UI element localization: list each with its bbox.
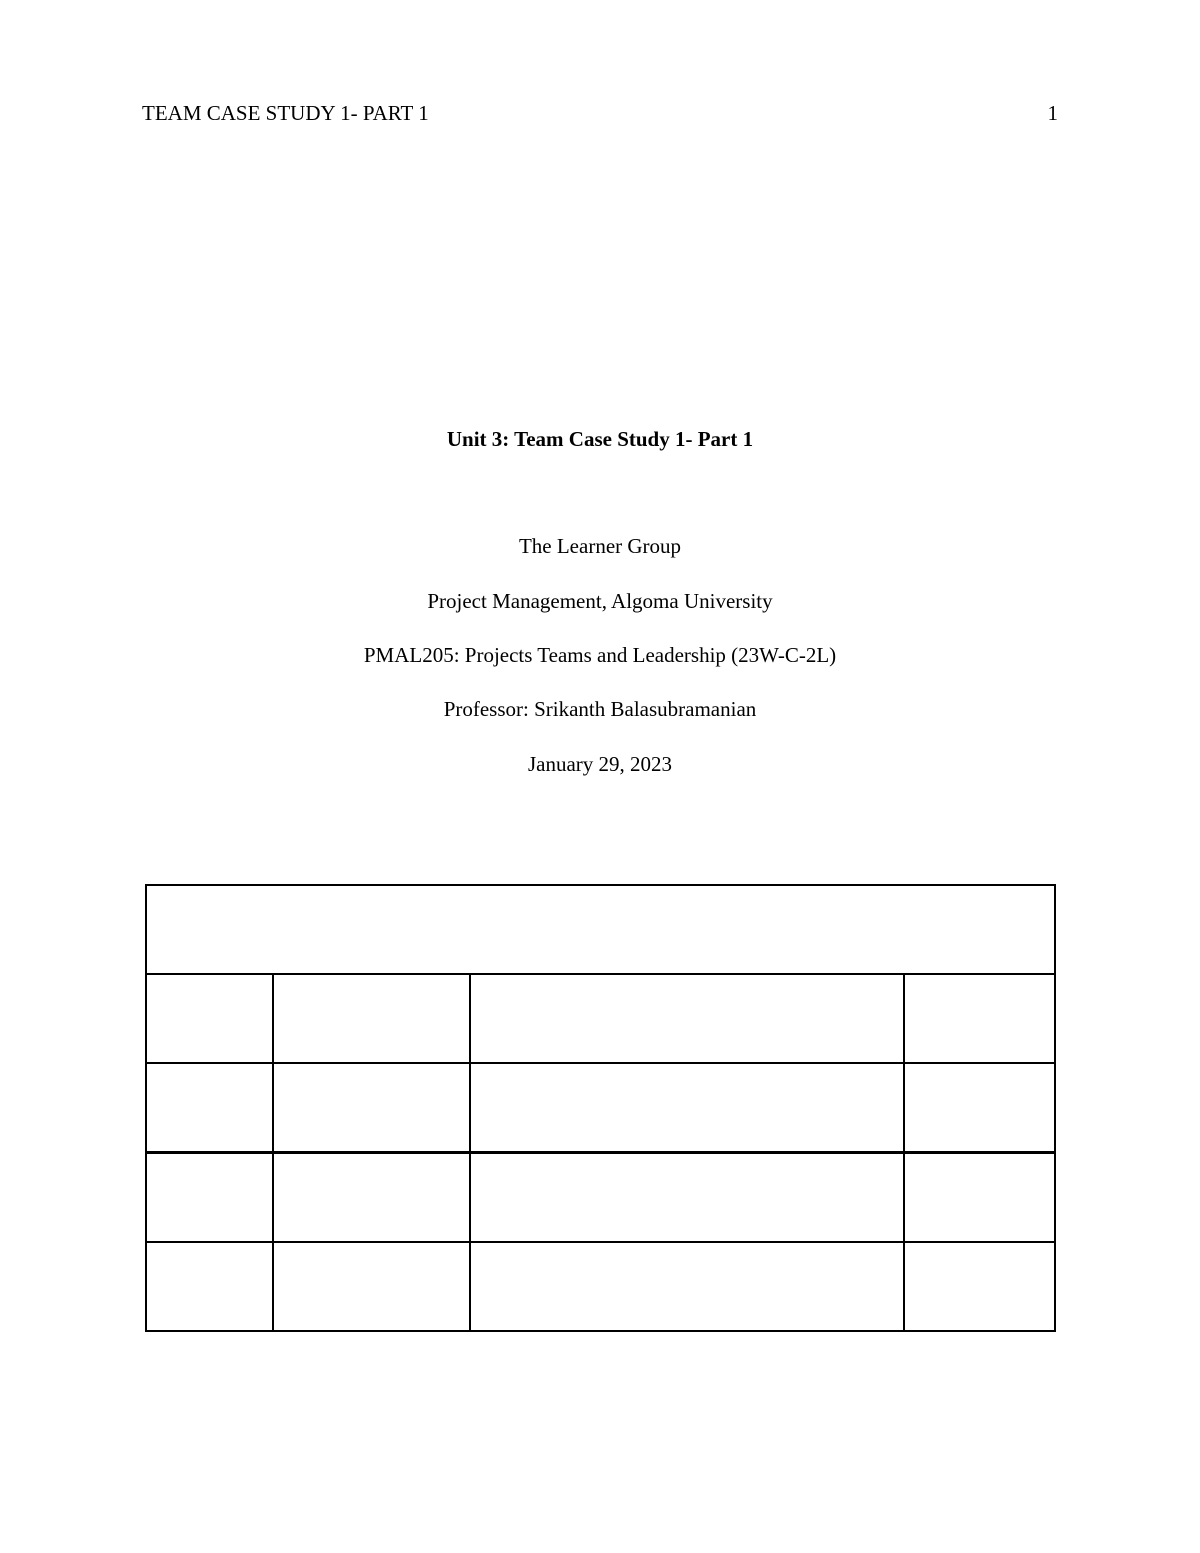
table-cell bbox=[273, 974, 471, 1063]
title-block bbox=[0, 424, 1200, 454]
table-row bbox=[146, 1242, 1055, 1331]
table-cell bbox=[146, 1242, 273, 1331]
table-cell bbox=[273, 1153, 471, 1243]
author-line: The Learner Group bbox=[518, 534, 682, 558]
table-cell bbox=[904, 1153, 1055, 1243]
page-number: 1 bbox=[1047, 101, 1058, 125]
table-cell bbox=[273, 1242, 471, 1331]
affiliation-line: Project Management, Algoma University bbox=[427, 589, 773, 613]
table-header-row bbox=[146, 885, 1055, 974]
table-cell bbox=[146, 1153, 273, 1243]
date-line: January 29, 2023 bbox=[527, 752, 673, 776]
table-cell bbox=[470, 1063, 903, 1153]
table-cell bbox=[470, 974, 903, 1063]
table-cell bbox=[904, 1242, 1055, 1331]
table-row bbox=[146, 1153, 1055, 1243]
table-cell bbox=[146, 1063, 273, 1153]
running-head: TEAM CASE STUDY 1- PART 1 bbox=[142, 101, 429, 125]
course-line: PMAL205: Projects Teams and Leadership (23W-C-2L) bbox=[363, 643, 837, 667]
table-cell bbox=[470, 1153, 903, 1243]
table-header-cell bbox=[146, 885, 1055, 974]
table-row bbox=[146, 974, 1055, 1063]
document-title: Unit 3: Team Case Study 1- Part 1 bbox=[446, 427, 754, 451]
instructor-line: Professor: Srikanth Balasubramanian bbox=[443, 697, 757, 721]
table-row bbox=[146, 1063, 1055, 1153]
table-cell bbox=[904, 1063, 1055, 1153]
table-cell bbox=[146, 974, 273, 1063]
empty-grid-table bbox=[145, 884, 1056, 1332]
table-cell bbox=[470, 1242, 903, 1331]
table-cell bbox=[904, 974, 1055, 1063]
table-cell bbox=[273, 1063, 471, 1153]
